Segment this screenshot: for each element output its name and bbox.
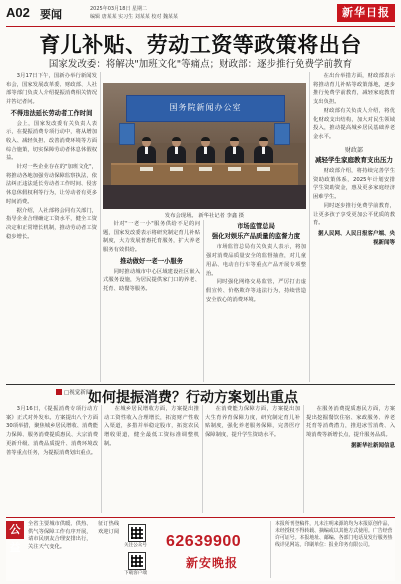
column-divider bbox=[270, 521, 271, 578]
paragraph: 针对一些企业存在的"加班文化"，将推动各地加强劳动保障监察执法，依法纠正违法延长劳动者工作时间、侵害休息休假权利等行为，让劳动者有更多时间消费。 bbox=[6, 164, 97, 205]
second-column-3 bbox=[205, 405, 300, 513]
paragraph: 同时推动城市中心区域建设社区嵌入式服务设施，为居民提供家门口的养老、托育、助餐等服务。 bbox=[103, 268, 200, 292]
photo-screen-right bbox=[274, 123, 290, 145]
column-divider bbox=[309, 72, 310, 382]
ad-side-text: 征订热线 欢迎订阅 bbox=[98, 521, 120, 535]
name-plate bbox=[140, 167, 153, 171]
ad-badge: 公益 bbox=[6, 521, 24, 539]
qr-label: 下载客户端 bbox=[124, 571, 147, 576]
agency-subtitle: 减轻学生家庭教育支出压力 bbox=[315, 156, 393, 165]
lead-column-5 bbox=[313, 72, 395, 382]
column-divider bbox=[100, 72, 101, 382]
column-divider bbox=[202, 405, 203, 513]
name-plate bbox=[257, 167, 270, 171]
qr-code-icon[interactable] bbox=[128, 524, 146, 542]
hotline-number[interactable]: 62639900 bbox=[166, 533, 242, 550]
photo-screen-left bbox=[119, 123, 135, 145]
masthead-logo: 新华日报 bbox=[337, 4, 395, 22]
page-number: A02 bbox=[6, 5, 30, 20]
paragraph: 同时逐步推行免费学前教育，让更多孩子享受更加公平优质的教育。 bbox=[313, 202, 395, 227]
paragraph: 在出台举措方面，财政部表示将推动育儿补贴等政策落地，逐步推行免费学前教育，减轻家庭教育支出负担。 bbox=[313, 73, 395, 106]
agency-subtitle: 强化对娱乐产品质量的监督力度 bbox=[211, 232, 301, 240]
tag-label: □视觉新闻 bbox=[64, 390, 92, 396]
column-divider bbox=[101, 405, 102, 513]
imprint-text: 本报所刊登稿件，凡未注明来源的均为本报原创作品，未经授权不得转载、摘编或以其他方式使用。广告经营许可证号。本报地址、邮编、各部门电话及发行服务热线详见网站。印刷单位：报业印务有限公司。 bbox=[275, 521, 393, 548]
subhead-work-hours: 不得违法延长劳动者工作时间 bbox=[10, 109, 93, 117]
qr-code-icon[interactable] bbox=[128, 552, 146, 570]
lead-subheadline: 国家发改委：将解决"加班文化"等痛点；财政部：逐步推行免费学前教育 bbox=[48, 59, 353, 70]
photo-banner-text: 国务院新闻办公室 bbox=[169, 103, 242, 112]
paragraph: 在服务消费提质惠民方面，方案提出挖掘餐饮住宿、家政服务、养老托育等消费潜力，推进冰雪消费、入境消费等新增长点，提升服务品质。 bbox=[306, 406, 395, 439]
source-credit: 据新华社新闻信息 bbox=[350, 442, 395, 449]
agency-title: 财政部 bbox=[344, 146, 363, 154]
qr-label: 关注公众号 bbox=[124, 543, 147, 548]
second-headline[interactable]: 如何提振消费？行动方案划出重点 bbox=[88, 390, 298, 406]
newspaper-logo: 新安晚报 bbox=[186, 556, 239, 570]
visual-news-tag bbox=[56, 388, 91, 396]
editor-line: 编辑 唐某某 实习生 刘某某 校对 魏某某 bbox=[90, 14, 178, 20]
photo-banner bbox=[126, 95, 285, 122]
second-column-2 bbox=[104, 405, 199, 513]
name-plate bbox=[228, 167, 241, 171]
ad-notice-text: 全省主要城市供暖、供热、供气等保障工作有序开展，请市民朋友合理安排出行，关注天气变化。 bbox=[28, 521, 92, 550]
paragraph: 同时强化网络交易监管，严厉打击虚假宣传、价格欺诈等违法行为，持续营造安全放心的消费环境。 bbox=[206, 279, 306, 303]
photo-caption: 发布会现场。 新华社记者 李鑫 摄 bbox=[164, 213, 245, 219]
name-plate bbox=[170, 167, 183, 171]
column-divider bbox=[203, 220, 204, 382]
section-title: 要闻 bbox=[40, 8, 62, 21]
second-column-1 bbox=[6, 405, 98, 513]
tag-marker-icon bbox=[56, 389, 62, 395]
paragraph: 在城乡居民增收方面，方案提出推动工资性收入合理增长，拓宽财产性收入渠道，多措并举稳定股市，拓宽农民增收渠道，健全最低工资标准调整机制。 bbox=[104, 406, 199, 447]
page-header bbox=[6, 4, 395, 27]
paragraph: 会上，国家发改委有关负责人表示，在提振消费专项行动中，将从增加收入、减轻负担、改善消费环境等方面综合施策，切实保障劳动者休息休假权益。 bbox=[6, 120, 97, 162]
paragraph: 据介绍，人社部将会同有关部门，指导企业合理确定工资水平，健全工资决定和正常增长机制，推动劳动者工资稳步增长。 bbox=[6, 207, 97, 240]
lead-column-2 bbox=[103, 220, 200, 382]
lead-column-1 bbox=[6, 72, 97, 382]
lead-lede: 3月17日下午，国新办举行新闻发布会，国家发展改革委、财政部、人社部等部门负责人介绍提振消费相关情况并答记者问。 bbox=[6, 73, 97, 106]
subhead-services: 推动做好一老一小服务 bbox=[120, 257, 183, 265]
paragraph: 财政部介绍，将持续完善学生资助政策体系，2025年计划安排学生资助资金，惠及更多家庭经济困难学生。 bbox=[313, 168, 395, 201]
column-divider bbox=[303, 405, 304, 513]
paragraph: 针对"一老一小"服务供给不足的问题，国家发改委表示将研究制定育儿补贴制度，大力发展普惠托育服务，扩大养老服务有效供给。 bbox=[103, 221, 200, 254]
advertisement-strip[interactable] bbox=[6, 517, 395, 581]
name-plate bbox=[199, 167, 212, 171]
lead-headline[interactable]: 育儿补贴、劳动工资等政策将出台 bbox=[39, 33, 362, 57]
agency-title: 市场监管总局 bbox=[237, 223, 275, 230]
section-divider bbox=[6, 384, 395, 385]
lead-column-3 bbox=[206, 220, 306, 382]
date-line: 2025年03月18日 星期二 bbox=[90, 6, 148, 12]
paragraph: 市场监管总局有关负责人表示，将加强对消费品质量安全的监督抽查，对儿童用品、电动自行车等重点产品开展专项整治。 bbox=[206, 244, 306, 277]
paragraph: 在消费能力保障方面，方案提出加大生育养育保障力度，研究制定育儿补贴制度，强化养老服务保障，完善医疗保障制度，提升学生资助水平。 bbox=[205, 406, 300, 439]
photo-floor bbox=[103, 185, 306, 209]
press-conference-photo[interactable] bbox=[103, 83, 306, 209]
paragraph: 3月16日，《提振消费专项行动方案》正式对外发布。方案提出八个方面30项举措，聚焦城乡居民增收、消费能力保障、服务消费提质惠民、大宗消费更新升级、消费品质提升、消费环境改善等重点任务，为提振消费划出重点。 bbox=[6, 406, 98, 456]
second-column-4 bbox=[306, 405, 395, 513]
source-credit: 据人民网、人民日报客户端、央视新闻等 bbox=[317, 230, 395, 246]
paragraph: 财政部有关负责人介绍，将优化财政支出结构，加大对民生领域投入，推动提高城乡居民基础养老金水平。 bbox=[313, 107, 395, 140]
